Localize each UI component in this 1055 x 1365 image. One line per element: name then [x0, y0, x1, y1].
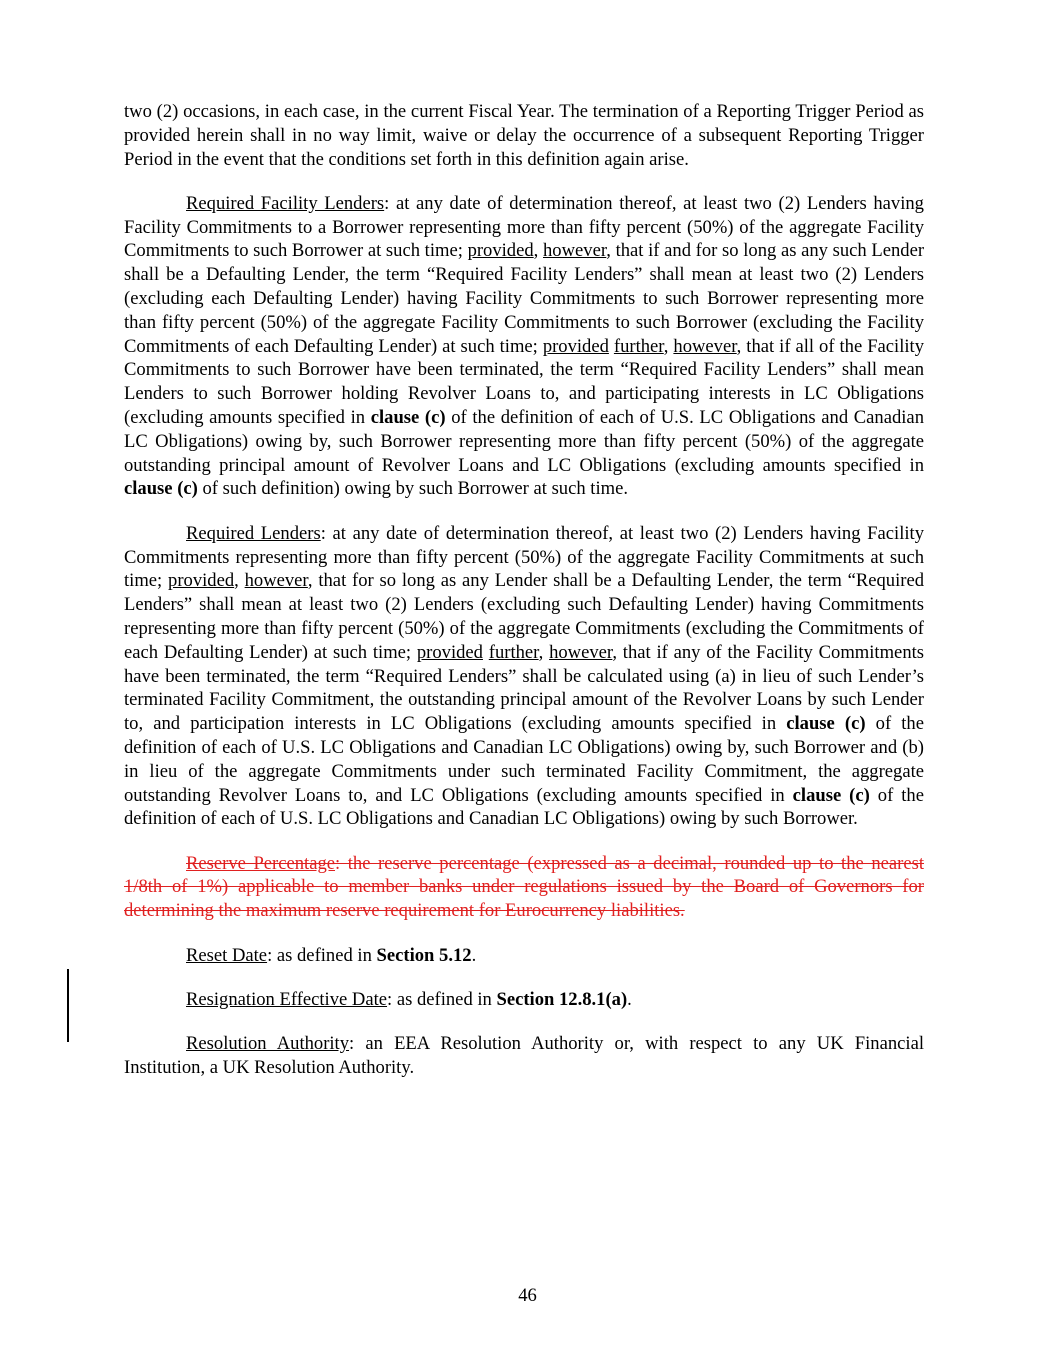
clause-reference: clause (c) [786, 713, 866, 735]
emphasis-provided: provided [542, 335, 609, 357]
definition-text: : at any date of determination thereof, at least two (2) Lenders having Facility Commitments to a Borrower representing more than fifty percent (50%) of the aggregate Facility Commitments to such Borrower at such time; [124, 192, 924, 262]
revision-change-bar [67, 969, 69, 1042]
defined-term: Resolution Authority [186, 1033, 350, 1055]
definition-text: , [234, 570, 245, 592]
definition-text: , that if all of the Facility Commitments to such Borrower have been terminated, the term “Required Facility Lenders” shall mean Lenders to such Borrower holding Revolver Loans to, and participating interests in LC Obligations (excluding amounts specified in [124, 335, 925, 429]
paragraph-continuation [124, 100, 924, 171]
definition-text: of the definition of each of U.S. LC Obligations and Canadian LC Obligations) owing by, such Borrower representing more than fifty percent (50%) of the aggregate outstanding principal amount of Revolver Loans and LC Obligations (excluding amounts specified in [124, 407, 924, 476]
document-page [124, 100, 924, 1100]
definition-text: . [471, 944, 477, 966]
deleted-definition-reserve-percentage [124, 852, 924, 923]
emphasis-however: however [549, 641, 613, 663]
definition-text: of the definition of each of U.S. LC Obligations and Canadian LC Obligations) owing by, such Borrower and (b) in lieu of the aggregate Commitments under such terminated Facility Commitment, the aggregate outstanding Revolver Loans to, and LC Obligations (excluding amounts specified in [124, 713, 924, 806]
definition-text: , that if and for so long as any such Lender shall be a Defaulting Lender, the term “Required Facility Lenders” shall mean at least two (2) Lenders (excluding each Defaulting Lender) having Facility Commitments to such Borrower representing more than fifty percent (50%) of the aggregate Facility Commitments to such Borrower (excluding the Facility Commitments of each Defaulting Lender) at such time; [124, 240, 925, 357]
clause-reference: clause (c) [792, 784, 870, 806]
emphasis-provided: provided [416, 641, 483, 663]
defined-term: Reset Date [186, 944, 268, 966]
defined-term: Required Lenders [186, 522, 321, 544]
defined-term: Reserve Percentage [186, 852, 336, 874]
definition-text: : an EEA Resolution Authority or, with respect to any UK Financial Institution, a UK Resolution Authority. [124, 1033, 924, 1078]
deleted-text: : the reserve percentage (expressed as a decimal, rounded up to the nearest 1/8th of 1%) applicable to member banks under regulations issued by the Board of Governors for determining the maximum reserve requirement for Eurocurrency liabilities. [124, 852, 924, 922]
definition-text: , [538, 641, 550, 663]
paragraph-text: two (2) occasions, in each case, in the current Fiscal Year. The termination of a Reporting Trigger Period as provided herein shall in no way limit, waive or delay the occurrence of a subsequent Reporting Trigger Period in the event that the conditions set forth in this definition again arise. [124, 101, 924, 170]
section-reference: Section 12.8.1(a) [496, 988, 628, 1010]
definition-text: : as defined in [387, 988, 497, 1010]
emphasis-provided: provided [168, 570, 235, 592]
definition-text: . [627, 988, 632, 1010]
defined-term: Required Facility Lenders [186, 192, 385, 214]
definition-text: , that for so long as any Lender shall be a Defaulting Lender, the term “Required Lenders” shall mean at least two (2) Lenders (excluding such Defaulting Lender) having Commitments representing more than fifty percent (50%) of the aggregate Commitments (excluding the Commitments of each Defaulting Lender) at such time; [124, 570, 924, 663]
definition-text: , [663, 335, 674, 357]
definition-reset-date [124, 944, 924, 968]
section-reference: Section 5.12 [376, 944, 472, 966]
emphasis-further: further [613, 335, 664, 357]
definition-text: : as defined in [267, 944, 377, 966]
clause-reference: clause (c) [124, 478, 198, 500]
definition-resignation-effective-date [124, 988, 924, 1012]
emphasis-further: further [488, 641, 539, 663]
definition-text: : at any date of determination thereof, at least two (2) Lenders having Facility Commitments representing more than fifty percent (50%) of the aggregate Facility Commitments at such time; [124, 522, 924, 592]
page-number: 46 [518, 1285, 537, 1306]
emphasis-however: however [673, 335, 737, 357]
definition-text: of such definition) owing by such Borrower at such time. [197, 478, 628, 500]
definition-text: of the definition of each of U.S. LC Obligations and Canadian LC Obligations) owing by such Borrower. [124, 784, 924, 830]
definition-required-lenders [124, 522, 924, 831]
definition-text: , that if any of the Facility Commitments have been terminated, the term “Required Lenders” shall be calculated using (a) in lieu of such Lender’s terminated Facility Commitment, the outstanding principal amount of the Revolver Loans by such Lender to, and participation interests in LC Obligations (excluding amounts specified in [124, 641, 925, 735]
definition-required-facility-lenders [124, 192, 924, 501]
definition-resolution-authority [124, 1032, 924, 1080]
emphasis-however: however [244, 570, 308, 592]
emphasis-provided: provided [467, 240, 534, 262]
clause-reference: clause (c) [370, 407, 446, 429]
definition-text: , [533, 240, 543, 262]
emphasis-however: however [543, 240, 607, 262]
defined-term: Resignation Effective Date [186, 988, 388, 1010]
